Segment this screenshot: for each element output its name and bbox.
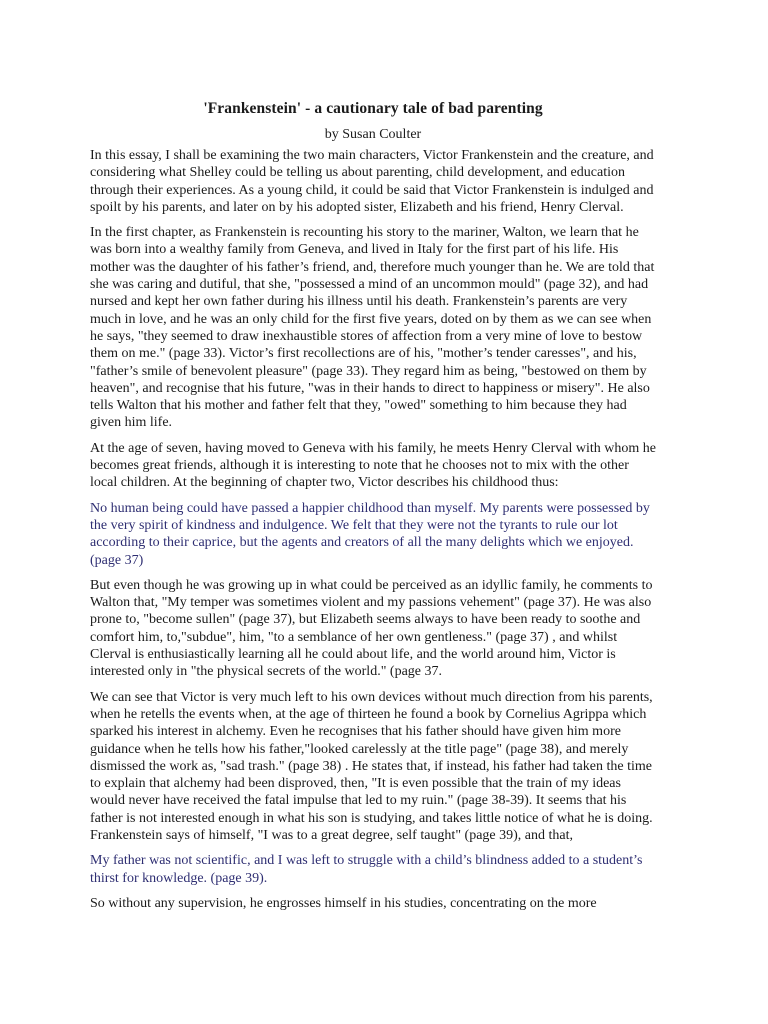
document-byline: by Susan Coulter [324,127,422,142]
paragraph-age-seven: At the age of seven, having moved to Geneva with his family, he meets Henry Clerval with whom he becomes great friends, although it is interesting to note that he chooses not to mix with the other local children. At the beginning of chapter two, Victor describes his childhood thus: [90,440,656,491]
paragraph-own-devices: We can see that Victor is very much left to his own devices without much direction from his parents, when he retells the events when, at the age of thirteen he found a book by Cornelius Agrippa which sparked his interest in alchemy. Even he recognises that his father should have given him more guidance when he tells how his father,"looked carelessly at the title page" (page 38), and merely dismissed the work as, "sad trash." (page 38) . He states that, if instead, his father had taken the time to explain that alchemy had been disproved, then, "It is even possible that the train of my ideas would never have received the fatal impulse that led to my ruin." (page 38-39). It seems that his father is not interested enough in what his son is studying, and takes little notice of what he is doing. Frankenstein says of himself, "I was to a great degree, self taught" (page 39), and that, [90,689,653,843]
paragraph-intro: In this essay, I shall be examining the two main characters, Victor Frankenstein and the creature, and considering what Shelley could be telling us about parenting, child development, and education through their experiences. As a young child, it could be said that Victor Frankenstein is indulged and spoilt by his parents, and later on by his adopted sister, Elizabeth and his friend, Henry Clerval. [90,148,654,215]
document-title: 'Frankenstein' - a cautionary tale of bad parenting [203,100,543,117]
paragraph-first-chapter: In the first chapter, as Frankenstein is recounting his story to the mariner, Walton, we learn that he was born into a wealthy family from Geneva, and lived in Italy for the first part of his life. His mother was the daughter of his father’s friend, and, therefore much younger than he. We are told that she was caring and dutiful, that she, "possessed a mind of an uncommon mould" (page 32), and had nursed and kept her own father during his illness until his death. Frankenstein’s parents are very much in love, and he was an only child for the first five years, doted on by them as we can see when he says, "they seemed to draw inexhaustible stores of affection from a very mine of love to bestow them on me." (page 33). Victor’s first recollections are of his, "mother’s tender caresses", and his, "father’s smile of benevolent pleasure" (page 33). They regard him as being, "bestowed on them by heaven", and recognise that his future, "was in their hands to direct to happiness or misery". He also tells Walton that his mother and father felt that they, "owed" something to him because they had given him life. [90,225,655,431]
paragraph-supervision: So without any supervision, he engrosses himself in his studies, concentrating on the more [90,895,597,911]
block-quote-childhood: No human being could have passed a happier childhood than myself. My parents were possessed by the very spirit of kindness and indulgence. We felt that they were not the tyrants to rule our lot according to their caprice, but the agents and creators of all the many delights which we enjoyed. (page 37) [90,500,650,568]
block-quote-father: My father was not scientific, and I was left to struggle with a child’s blindness added to a student’s thirst for knowledge. (page 39). [90,853,643,886]
paragraph-temper: But even though he was growing up in what could be perceived as an idyllic family, he comments to Walton that, "My temper was sometimes violent and my passions vehement" (page 37). He was also prone to, "become sullen" (page 37), but Elizabeth seems always to have been ready to soothe and comfort him, to,"subdue", him, "to a semblance of her own gentleness." (page 37) , and whilst Clerval is enthusiastically learning all he could about life, and the world around him, Victor is interested only in "the physical secrets of the world." (page 37. [90,577,653,680]
